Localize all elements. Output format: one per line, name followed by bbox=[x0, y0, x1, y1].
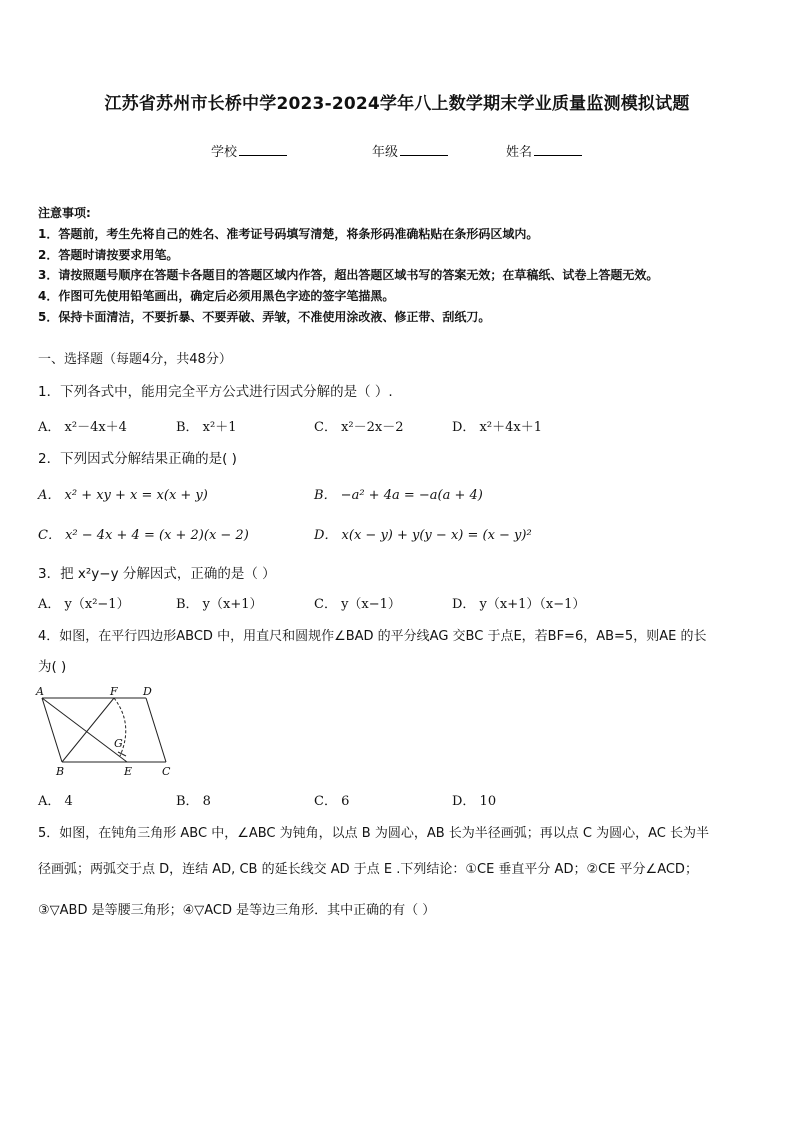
q4-option-c: C． 6 bbox=[314, 794, 350, 809]
q2-option-d: D． x(x − y) + y(y − x) = (x − y)² bbox=[314, 528, 532, 543]
question-4-stem-line1: 4．如图，在平行四边形ABCD 中，用直尺和圆规作∠BAD 的平分线AG 交BC 于点E，若BF=6，AB=5，则AE 的长 bbox=[38, 629, 707, 644]
question-5-line2: 径画弧；两弧交于点 D，连结 AD, CB 的延长线交 AD 于点 E .下列结论：①CE 垂直平分 AD；②CE 平分∠ACD； bbox=[38, 862, 698, 877]
school-field bbox=[211, 141, 287, 160]
q1-option-d: D． x²＋4x＋1 bbox=[452, 420, 542, 435]
question-5-line1: 5．如图，在钝角三角形 ABC 中，∠ABC 为钝角，以点 B 为圆心，AB 长为半径画弧；再以点 C 为圆心，AC 长为半 bbox=[38, 826, 709, 841]
label-c: C bbox=[162, 765, 171, 778]
note-item: 1．答题前，考生先将自己的姓名、准考证号码填写清楚，将条形码准确粘贴在条形码区域内。 bbox=[38, 227, 539, 241]
q4-option-b: B． 8 bbox=[176, 794, 211, 809]
note-item: 5．保持卡面清洁，不要折暴、不要弄破、弄皱，不准使用涂改液、修正带、刮纸刀。 bbox=[38, 310, 491, 324]
grade-label: 年级 bbox=[372, 145, 399, 160]
q1-option-a: A． x²－4x＋4 bbox=[38, 420, 127, 435]
q1-option-c: C． x²－2x－2 bbox=[314, 420, 404, 435]
question-4-stem-line2: 为( ) bbox=[38, 659, 67, 675]
q4-option-d: D． 10 bbox=[452, 794, 497, 809]
grade-field bbox=[372, 141, 448, 160]
name-blank bbox=[534, 143, 582, 156]
note-item: 2．答题时请按要求用笔。 bbox=[38, 248, 179, 262]
label-d: D bbox=[143, 685, 152, 698]
school-label: 学校 bbox=[211, 145, 238, 160]
q3-option-c: C． y（x−1） bbox=[314, 597, 401, 612]
label-g: G bbox=[114, 737, 123, 750]
q2-option-b: B． −a² + 4a = −a(a + 4) bbox=[314, 488, 483, 503]
question-2-stem: 2．下列因式分解结果正确的是( ) bbox=[38, 451, 237, 467]
parallelogram-diagram bbox=[34, 684, 174, 778]
label-f: F bbox=[110, 685, 118, 698]
label-b: B bbox=[56, 765, 65, 778]
notes-heading: 注意事项: bbox=[38, 206, 91, 220]
question-3-stem: 3．把 x²y−y 分解因式，正确的是（ ） bbox=[38, 566, 276, 582]
q2-option-a: A． x² + xy + x = x(x + y) bbox=[38, 488, 208, 503]
note-item: 3．请按照题号顺序在答题卡各题目的答题区域内作答，超出答题区域书写的答案无效；在草稿纸、试卷上答题无效。 bbox=[38, 268, 659, 282]
label-a: A bbox=[36, 685, 44, 698]
q3-option-a: A． y（x²−1） bbox=[38, 597, 130, 612]
school-blank bbox=[239, 143, 287, 156]
q4-option-a: A． 4 bbox=[38, 794, 73, 809]
grade-blank bbox=[400, 143, 448, 156]
note-item: 4．作图可先使用铅笔画出，确定后必须用黑色字迹的签字笔描黑。 bbox=[38, 289, 395, 303]
page-title: 江苏省苏州市长桥中学2023-2024学年八上数学期末学业质量监测模拟试题 bbox=[104, 94, 690, 114]
name-label: 姓名 bbox=[506, 145, 533, 160]
question-1-stem: 1．下列各式中，能用完全平方公式进行因式分解的是（ ）. bbox=[38, 384, 393, 400]
q3-option-d: D． y（x+1）（x−1） bbox=[452, 597, 586, 612]
question-5-line3: ③▽ABD 是等腰三角形；④▽ACD 是等边三角形．其中正确的有（ ） bbox=[38, 903, 436, 918]
label-e: E bbox=[124, 765, 133, 778]
q3-option-b: B． y（x+1） bbox=[176, 597, 263, 612]
section-heading: 一、选择题（每题4分，共48分） bbox=[38, 352, 232, 367]
q2-option-c: C． x² − 4x + 4 = (x + 2)(x − 2) bbox=[38, 528, 249, 543]
name-field bbox=[506, 141, 582, 160]
q1-option-b: B． x²＋1 bbox=[176, 420, 237, 435]
